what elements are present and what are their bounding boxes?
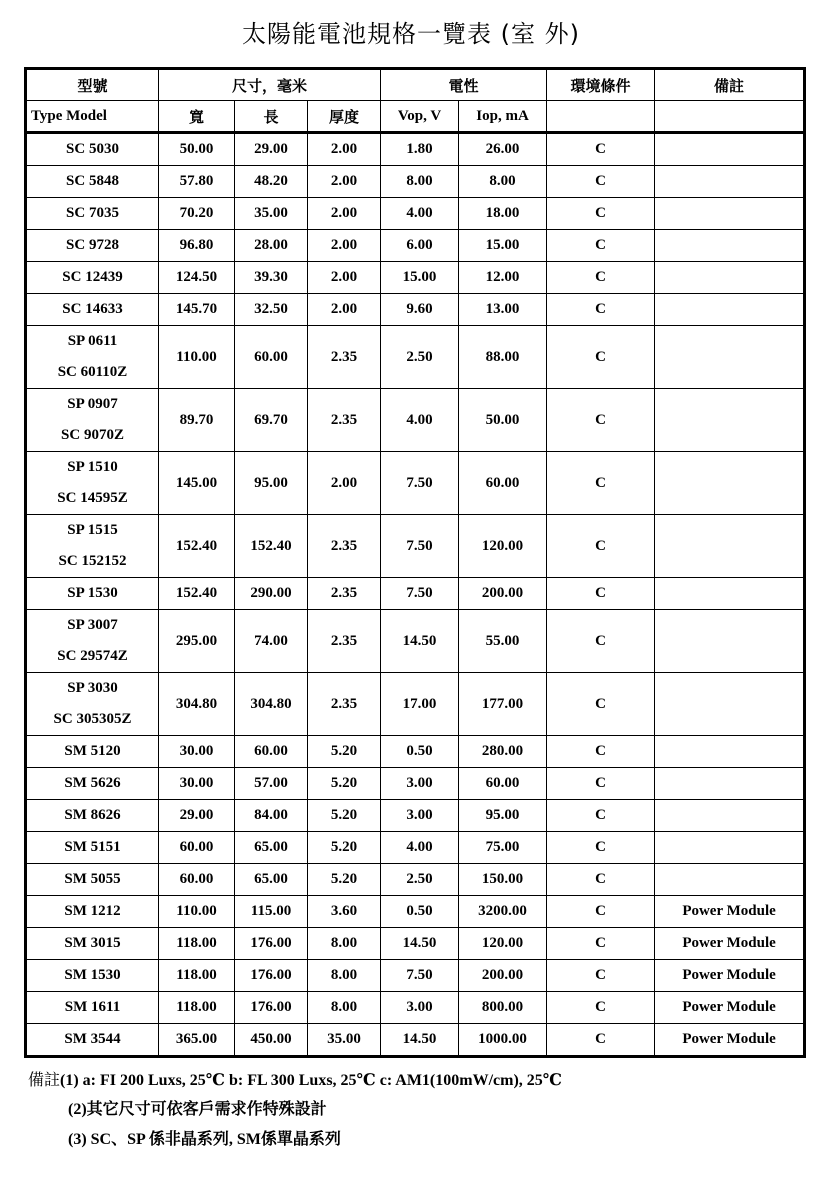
cell-remark bbox=[655, 389, 805, 452]
cell-width: 96.80 bbox=[159, 230, 235, 262]
cell-vop: 14.50 bbox=[381, 1024, 459, 1057]
header-thickness: 厚度 bbox=[308, 101, 381, 133]
table-row bbox=[26, 610, 805, 673]
table-row bbox=[26, 896, 805, 928]
model-name: SP 1515 bbox=[67, 522, 118, 538]
table-row bbox=[26, 736, 805, 768]
cell-width: 152.40 bbox=[159, 578, 235, 610]
model-name: SM 3544 bbox=[64, 1031, 121, 1047]
cell-width: 118.00 bbox=[159, 992, 235, 1024]
cell-thickness: 2.00 bbox=[308, 262, 381, 294]
cell-length: 74.00 bbox=[235, 610, 308, 673]
cell-env: C bbox=[547, 1024, 655, 1057]
cell-model bbox=[26, 294, 159, 326]
model-name: SC 7035 bbox=[66, 205, 119, 221]
model-name: SC 5848 bbox=[66, 173, 119, 189]
cell-vop: 2.50 bbox=[381, 864, 459, 896]
cell-remark bbox=[655, 166, 805, 198]
header-vop: Vop, V bbox=[381, 101, 459, 133]
cell-remark bbox=[655, 578, 805, 610]
cell-model bbox=[26, 133, 159, 166]
cell-iop: 800.00 bbox=[459, 992, 547, 1024]
cell-remark: Power Module bbox=[655, 896, 805, 928]
header-length: 長 bbox=[235, 101, 308, 133]
cell-env: C bbox=[547, 133, 655, 166]
model-name: SC 5030 bbox=[66, 141, 119, 157]
cell-env: C bbox=[547, 928, 655, 960]
cell-remark bbox=[655, 800, 805, 832]
cell-iop: 13.00 bbox=[459, 294, 547, 326]
table-body bbox=[26, 133, 805, 1057]
model-name: SC 305305Z bbox=[53, 711, 132, 727]
cell-model bbox=[26, 326, 159, 389]
cell-model bbox=[26, 673, 159, 736]
cell-env: C bbox=[547, 768, 655, 800]
cell-iop: 8.00 bbox=[459, 166, 547, 198]
header-remark-blank bbox=[655, 101, 805, 133]
cell-length: 115.00 bbox=[235, 896, 308, 928]
cell-length: 32.50 bbox=[235, 294, 308, 326]
cell-vop: 8.00 bbox=[381, 166, 459, 198]
cell-remark bbox=[655, 832, 805, 864]
cell-length: 176.00 bbox=[235, 992, 308, 1024]
cell-width: 70.20 bbox=[159, 198, 235, 230]
table-row bbox=[26, 800, 805, 832]
cell-length: 35.00 bbox=[235, 198, 308, 230]
cell-length: 176.00 bbox=[235, 928, 308, 960]
cell-iop: 75.00 bbox=[459, 832, 547, 864]
cell-iop: 95.00 bbox=[459, 800, 547, 832]
note-2: (2)其它尺寸可依客戶需求作特殊設計 bbox=[68, 1101, 327, 1118]
cell-env: C bbox=[547, 198, 655, 230]
model-name: SP 3030 bbox=[67, 680, 118, 696]
cell-width: 30.00 bbox=[159, 768, 235, 800]
header-row-en bbox=[26, 101, 805, 133]
table-row bbox=[26, 452, 805, 515]
model-name: SM 5151 bbox=[64, 839, 121, 855]
table-row bbox=[26, 578, 805, 610]
cell-length: 60.00 bbox=[235, 736, 308, 768]
cell-vop: 2.50 bbox=[381, 326, 459, 389]
cell-remark: Power Module bbox=[655, 992, 805, 1024]
note-1 bbox=[28, 1067, 562, 1097]
cell-thickness: 2.35 bbox=[308, 578, 381, 610]
model-name: SC 9070Z bbox=[61, 427, 124, 443]
cell-remark bbox=[655, 768, 805, 800]
cell-env: C bbox=[547, 326, 655, 389]
model-name: SM 5626 bbox=[64, 775, 121, 791]
cell-remark bbox=[655, 230, 805, 262]
cell-width: 145.70 bbox=[159, 294, 235, 326]
cell-model bbox=[26, 198, 159, 230]
cell-env: C bbox=[547, 294, 655, 326]
cell-vop: 3.00 bbox=[381, 992, 459, 1024]
cell-width: 304.80 bbox=[159, 673, 235, 736]
cell-iop: 88.00 bbox=[459, 326, 547, 389]
cell-iop: 150.00 bbox=[459, 864, 547, 896]
cell-model bbox=[26, 166, 159, 198]
cell-remark bbox=[655, 452, 805, 515]
cell-iop: 120.00 bbox=[459, 515, 547, 578]
cell-thickness: 2.35 bbox=[308, 389, 381, 452]
cell-vop: 14.50 bbox=[381, 610, 459, 673]
cell-thickness: 2.00 bbox=[308, 133, 381, 166]
cell-width: 89.70 bbox=[159, 389, 235, 452]
header-width: 寬 bbox=[159, 101, 235, 133]
cell-env: C bbox=[547, 960, 655, 992]
table-row bbox=[26, 262, 805, 294]
cell-vop: 17.00 bbox=[381, 673, 459, 736]
cell-iop: 55.00 bbox=[459, 610, 547, 673]
cell-vop: 7.50 bbox=[381, 452, 459, 515]
cell-width: 57.80 bbox=[159, 166, 235, 198]
table-row bbox=[26, 673, 805, 736]
model-name: SP 1510 bbox=[67, 459, 118, 475]
table-row bbox=[26, 294, 805, 326]
cell-length: 28.00 bbox=[235, 230, 308, 262]
table-row bbox=[26, 166, 805, 198]
cell-thickness: 5.20 bbox=[308, 736, 381, 768]
note-3: (3) SC、SP 係非晶系列, SM係單晶系列 bbox=[68, 1131, 341, 1148]
page-title: 太陽能電池規格一覽表 (室 外) bbox=[242, 20, 580, 48]
cell-remark bbox=[655, 864, 805, 896]
notes bbox=[28, 1067, 562, 1157]
cell-vop: 3.00 bbox=[381, 768, 459, 800]
cell-thickness: 5.20 bbox=[308, 768, 381, 800]
cell-vop: 4.00 bbox=[381, 198, 459, 230]
cell-width: 29.00 bbox=[159, 800, 235, 832]
cell-length: 69.70 bbox=[235, 389, 308, 452]
cell-width: 118.00 bbox=[159, 960, 235, 992]
cell-vop: 9.60 bbox=[381, 294, 459, 326]
cell-length: 304.80 bbox=[235, 673, 308, 736]
cell-thickness: 5.20 bbox=[308, 800, 381, 832]
cell-width: 110.00 bbox=[159, 896, 235, 928]
cell-iop: 3200.00 bbox=[459, 896, 547, 928]
cell-model bbox=[26, 800, 159, 832]
cell-thickness: 2.35 bbox=[308, 610, 381, 673]
cell-remark bbox=[655, 326, 805, 389]
cell-length: 95.00 bbox=[235, 452, 308, 515]
cell-thickness: 2.00 bbox=[308, 166, 381, 198]
cell-model bbox=[26, 768, 159, 800]
model-name: SM 1212 bbox=[64, 903, 121, 919]
cell-env: C bbox=[547, 896, 655, 928]
cell-length: 65.00 bbox=[235, 864, 308, 896]
cell-vop: 0.50 bbox=[381, 736, 459, 768]
cell-length: 152.40 bbox=[235, 515, 308, 578]
cell-width: 118.00 bbox=[159, 928, 235, 960]
model-name: SC 60110Z bbox=[57, 364, 128, 380]
cell-remark bbox=[655, 610, 805, 673]
cell-width: 295.00 bbox=[159, 610, 235, 673]
cell-model bbox=[26, 515, 159, 578]
cell-vop: 0.50 bbox=[381, 896, 459, 928]
cell-vop: 15.00 bbox=[381, 262, 459, 294]
model-name: SP 1530 bbox=[67, 585, 118, 601]
cell-thickness: 8.00 bbox=[308, 992, 381, 1024]
cell-iop: 60.00 bbox=[459, 452, 547, 515]
cell-thickness: 3.60 bbox=[308, 896, 381, 928]
cell-model bbox=[26, 389, 159, 452]
cell-remark bbox=[655, 673, 805, 736]
cell-iop: 280.00 bbox=[459, 736, 547, 768]
cell-model bbox=[26, 262, 159, 294]
cell-thickness: 2.00 bbox=[308, 198, 381, 230]
model-name: SC 29574Z bbox=[57, 648, 128, 664]
table-row bbox=[26, 864, 805, 896]
cell-remark bbox=[655, 133, 805, 166]
table-row bbox=[26, 198, 805, 230]
cell-model bbox=[26, 610, 159, 673]
header-elec-zh: 電性 bbox=[381, 69, 547, 101]
cell-vop: 6.00 bbox=[381, 230, 459, 262]
model-name: SM 3015 bbox=[64, 935, 121, 951]
cell-model bbox=[26, 452, 159, 515]
cell-width: 60.00 bbox=[159, 832, 235, 864]
header-remark-zh: 備註 bbox=[655, 69, 805, 101]
cell-env: C bbox=[547, 832, 655, 864]
cell-model bbox=[26, 230, 159, 262]
header-size-zh: 尺寸，毫米 bbox=[159, 69, 381, 101]
cell-width: 60.00 bbox=[159, 864, 235, 896]
cell-env: C bbox=[547, 864, 655, 896]
cell-env: C bbox=[547, 515, 655, 578]
cell-length: 290.00 bbox=[235, 578, 308, 610]
cell-vop: 7.50 bbox=[381, 960, 459, 992]
model-name: SP 0611 bbox=[67, 333, 118, 349]
cell-remark: Power Module bbox=[655, 1024, 805, 1057]
cell-thickness: 5.20 bbox=[308, 832, 381, 864]
cell-env: C bbox=[547, 673, 655, 736]
cell-length: 60.00 bbox=[235, 326, 308, 389]
cell-model bbox=[26, 896, 159, 928]
cell-remark bbox=[655, 736, 805, 768]
table-row bbox=[26, 133, 805, 166]
model-name: SC 14633 bbox=[62, 301, 123, 317]
cell-remark: Power Module bbox=[655, 928, 805, 960]
table-row bbox=[26, 768, 805, 800]
cell-iop: 177.00 bbox=[459, 673, 547, 736]
header-iop: Iop, mA bbox=[459, 101, 547, 133]
model-name: SM 5055 bbox=[64, 871, 121, 887]
header-model-en: Type Model bbox=[26, 101, 159, 133]
note-prefix: 備註 bbox=[28, 1070, 61, 1089]
table-row bbox=[26, 832, 805, 864]
cell-env: C bbox=[547, 262, 655, 294]
model-name: SC 9728 bbox=[66, 237, 119, 253]
cell-vop: 7.50 bbox=[381, 515, 459, 578]
cell-width: 110.00 bbox=[159, 326, 235, 389]
cell-env: C bbox=[547, 452, 655, 515]
cell-thickness: 5.20 bbox=[308, 864, 381, 896]
cell-width: 30.00 bbox=[159, 736, 235, 768]
table-row bbox=[26, 326, 805, 389]
model-name: SM 5120 bbox=[64, 743, 121, 759]
cell-thickness: 2.35 bbox=[308, 515, 381, 578]
cell-env: C bbox=[547, 736, 655, 768]
table-row bbox=[26, 992, 805, 1024]
header-model-zh: 型號 bbox=[26, 69, 159, 101]
cell-model bbox=[26, 928, 159, 960]
cell-model bbox=[26, 832, 159, 864]
cell-length: 48.20 bbox=[235, 166, 308, 198]
cell-model bbox=[26, 960, 159, 992]
cell-width: 365.00 bbox=[159, 1024, 235, 1057]
cell-width: 124.50 bbox=[159, 262, 235, 294]
cell-vop: 4.00 bbox=[381, 832, 459, 864]
cell-length: 84.00 bbox=[235, 800, 308, 832]
cell-model bbox=[26, 1024, 159, 1057]
table-row bbox=[26, 960, 805, 992]
cell-thickness: 35.00 bbox=[308, 1024, 381, 1057]
cell-model bbox=[26, 992, 159, 1024]
cell-vop: 3.00 bbox=[381, 800, 459, 832]
cell-thickness: 2.35 bbox=[308, 673, 381, 736]
model-name: SM 1611 bbox=[64, 999, 121, 1015]
table-row bbox=[26, 928, 805, 960]
cell-env: C bbox=[547, 992, 655, 1024]
table-row bbox=[26, 389, 805, 452]
cell-iop: 15.00 bbox=[459, 230, 547, 262]
cell-remark: Power Module bbox=[655, 960, 805, 992]
cell-vop: 1.80 bbox=[381, 133, 459, 166]
cell-thickness: 2.35 bbox=[308, 326, 381, 389]
cell-width: 145.00 bbox=[159, 452, 235, 515]
cell-env: C bbox=[547, 230, 655, 262]
cell-width: 152.40 bbox=[159, 515, 235, 578]
cell-model bbox=[26, 736, 159, 768]
cell-model bbox=[26, 864, 159, 896]
header-env-blank bbox=[547, 101, 655, 133]
cell-thickness: 2.00 bbox=[308, 294, 381, 326]
cell-iop: 50.00 bbox=[459, 389, 547, 452]
header-env-zh: 環境條件 bbox=[547, 69, 655, 101]
spec-table bbox=[24, 67, 806, 1058]
cell-iop: 200.00 bbox=[459, 960, 547, 992]
cell-length: 176.00 bbox=[235, 960, 308, 992]
cell-length: 450.00 bbox=[235, 1024, 308, 1057]
cell-thickness: 2.00 bbox=[308, 230, 381, 262]
cell-vop: 14.50 bbox=[381, 928, 459, 960]
cell-remark bbox=[655, 515, 805, 578]
model-name: SP 0907 bbox=[67, 396, 118, 412]
cell-env: C bbox=[547, 578, 655, 610]
cell-vop: 4.00 bbox=[381, 389, 459, 452]
table-row bbox=[26, 515, 805, 578]
cell-remark bbox=[655, 294, 805, 326]
model-name: SC 152152 bbox=[58, 553, 127, 569]
header-row-zh bbox=[26, 69, 805, 101]
cell-iop: 120.00 bbox=[459, 928, 547, 960]
cell-iop: 1000.00 bbox=[459, 1024, 547, 1057]
model-name: SC 12439 bbox=[62, 269, 123, 285]
cell-iop: 18.00 bbox=[459, 198, 547, 230]
cell-thickness: 8.00 bbox=[308, 960, 381, 992]
model-name: SM 8626 bbox=[64, 807, 121, 823]
table-row bbox=[26, 1024, 805, 1057]
cell-remark bbox=[655, 198, 805, 230]
cell-iop: 200.00 bbox=[459, 578, 547, 610]
cell-width: 50.00 bbox=[159, 133, 235, 166]
cell-env: C bbox=[547, 800, 655, 832]
cell-length: 57.00 bbox=[235, 768, 308, 800]
cell-thickness: 2.00 bbox=[308, 452, 381, 515]
model-name: SC 14595Z bbox=[57, 490, 128, 506]
cell-env: C bbox=[547, 166, 655, 198]
cell-remark bbox=[655, 262, 805, 294]
cell-vop: 7.50 bbox=[381, 578, 459, 610]
cell-env: C bbox=[547, 610, 655, 673]
table-row bbox=[26, 230, 805, 262]
cell-iop: 12.00 bbox=[459, 262, 547, 294]
model-name: SP 3007 bbox=[67, 617, 118, 633]
note-1-text: (1) a: FI 200 Luxs, 25℃ b: FL 300 Luxs, 25℃ c: AM1(100mW/cm), 25℃ bbox=[60, 1072, 562, 1089]
cell-model bbox=[26, 578, 159, 610]
model-name: SM 1530 bbox=[64, 967, 121, 983]
cell-thickness: 8.00 bbox=[308, 928, 381, 960]
cell-length: 29.00 bbox=[235, 133, 308, 166]
cell-iop: 26.00 bbox=[459, 133, 547, 166]
cell-length: 65.00 bbox=[235, 832, 308, 864]
cell-env: C bbox=[547, 389, 655, 452]
cell-iop: 60.00 bbox=[459, 768, 547, 800]
cell-length: 39.30 bbox=[235, 262, 308, 294]
